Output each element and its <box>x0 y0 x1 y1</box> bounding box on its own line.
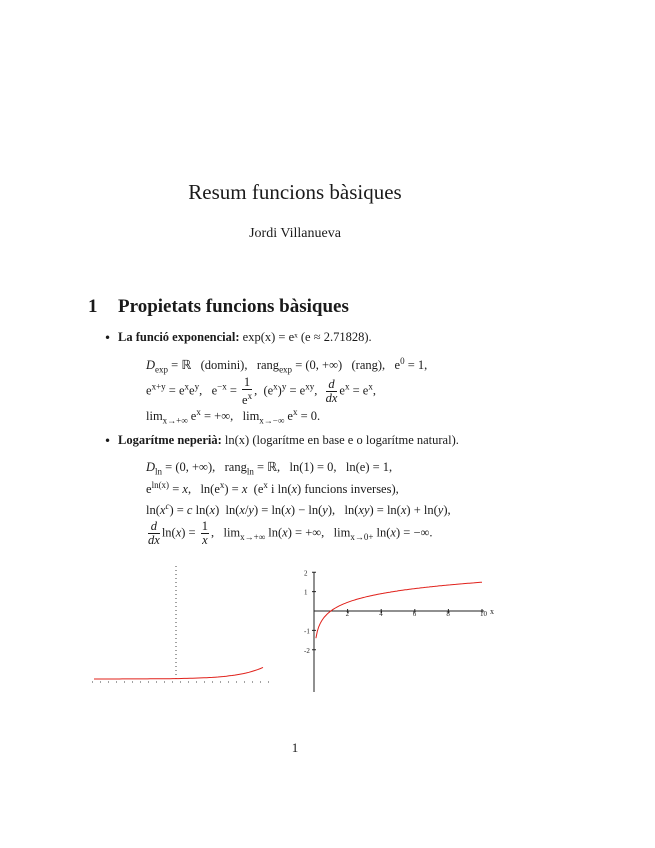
formula-line: $e^{x+y} = e^xe^y$, $e^{-x}$ = $\frac{1}{e^x}$ , $(e^x)^y = e^{xy}$, $\frac{d}{dx}$ $e^x = e^x$, <box>146 375 376 408</box>
ln-x-tick-label: 4 <box>379 610 383 618</box>
exp-curve <box>94 667 263 679</box>
ln-y-tick-label: 2 <box>304 569 308 578</box>
ln-axis-ticks <box>304 569 488 655</box>
item-label: Logarítme neperià: <box>118 433 222 447</box>
ln-x-tick-label: 10 <box>480 610 487 618</box>
ln-x-tick-label: 6 <box>412 610 417 618</box>
formula-line: $e^{ln(x)} = x$, $\ln(e^x) = x$ ($e^x$ i ln(x) funcions inverses), <box>146 480 399 497</box>
formula-line: $D_{ln} = (0$, +∞), rang$_{ln}$ = ℝ, ln(1) = 0, ln(e) = 1, <box>146 460 393 477</box>
author-name: Jordi Villanueva <box>249 226 341 241</box>
bullet-icon: • <box>104 434 112 448</box>
section-title: Propietats funcions bàsiques <box>118 296 349 317</box>
list-item <box>118 433 459 448</box>
bullet-icon: • <box>104 331 112 345</box>
exp-plot <box>88 564 278 692</box>
formula-line: $\ln(x^c) = c$ ln(x) ln(x/y) = ln(x) − ln(y), ln(xy) = ln(x) + ln(y), <box>146 501 451 518</box>
item-text: ln(x) (logarítme en base e o logarítme natural). <box>224 433 459 447</box>
ln-x-tick-label: 8 <box>446 610 450 618</box>
section-number: 1 <box>88 296 98 317</box>
ln-plot <box>300 566 505 694</box>
ln-curve <box>316 582 482 638</box>
formula-line: $\lim_{x\to+\infty} e^x$ = +∞, $\lim_{x\to-\infty} e^x = 0$. <box>146 407 321 426</box>
section-heading <box>88 296 349 318</box>
ln-y-tick-label: -2 <box>304 646 310 655</box>
formula-line: $\frac{d}{dx}$ ln(x) = $\frac{1}{x}$ , $\lim_{x\to+\infty} \ln(x)$ = +∞, $\lim_{x\to 0+} \ln(x)$ = −∞. <box>148 519 433 547</box>
ln-x-axis-label: x <box>490 607 494 616</box>
item-label: La funció exponencial: <box>118 330 240 344</box>
ln-y-tick-label: 1 <box>304 588 308 597</box>
ln-x-tick-label: 2 <box>345 610 350 618</box>
formula-line: $D_{exp}$ = ℝ (domini), rang$_{exp}$ = (0, +∞) (rang), $e^0 = 1$, <box>146 356 428 375</box>
list-item <box>118 330 372 345</box>
document-title: Resum funcions bàsiques <box>188 180 402 204</box>
item-text: exp(x) = eˣ (e ≈ 2.71828). <box>242 330 372 344</box>
page-number: 1 <box>291 740 299 755</box>
ln-y-tick-label: -1 <box>304 627 310 636</box>
